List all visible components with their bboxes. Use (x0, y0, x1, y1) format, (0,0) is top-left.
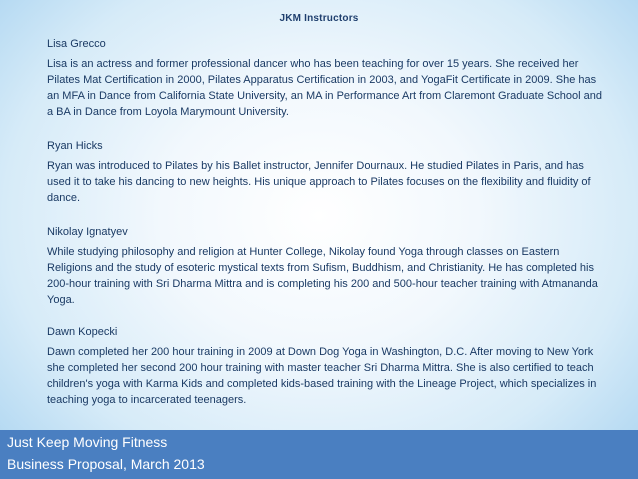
footer-proposal-date: Business Proposal, March 2013 (7, 456, 205, 472)
footer-company-name: Just Keep Moving Fitness (7, 434, 168, 450)
instructor-description: Dawn completed her 200 hour training in 2009 at Down Dog Yoga in Washington, D.C. After moving to New York she completed her second 200 hour training with master teacher Sri Dharma Mittra. She is also certified to teach children's yoga with Karma Kids and completed kids-based training with the Lineage Project, which specializes in teaching yoga to incarcerated teenagers. (47, 346, 597, 406)
instructor-name: Nikolay Ignatyev (47, 226, 128, 238)
instructor-description: Ryan was introduced to Pilates by his Ballet instructor, Jennifer Dournaux. He studied Pilates in Paris, and has used it to take his dancing to new heights. His unique approach to Pilates focuses on the flexibility and fluidity of dance. (47, 160, 591, 204)
instructor-bio (47, 324, 607, 408)
instructor-bio (47, 36, 607, 120)
instructor-bio (47, 138, 607, 206)
instructor-name: Ryan Hicks (47, 140, 103, 152)
instructor-description: While studying philosophy and religion at Hunter College, Nikolay found Yoga through classes on Eastern Religions and the study of esoteric mystical texts from Sufism, Buddhism, and Christianity. He has completed his 200-hour training with Sri Dharma Mittra and is completing his 200 and 500-hour teacher training with Atmananda Yoga. (47, 246, 598, 306)
instructor-bios (47, 36, 607, 424)
instructor-name: Lisa Grecco (47, 38, 106, 50)
instructor-bio (47, 224, 607, 308)
instructor-description: Lisa is an actress and former professional dancer who has been teaching for over 15 years. She received her Pilates Mat Certification in 2000, Pilates Apparatus Certification in 2003, and YogaFit Certificate in 2009. She has an MFA in Dance from California State University, an MA in Performance Art from Claremont Graduate School and a BA in Dance from Loyola Marymount University. (47, 58, 602, 118)
instructor-name: Dawn Kopecki (47, 326, 118, 338)
slide-title: JKM Instructors (279, 13, 359, 24)
